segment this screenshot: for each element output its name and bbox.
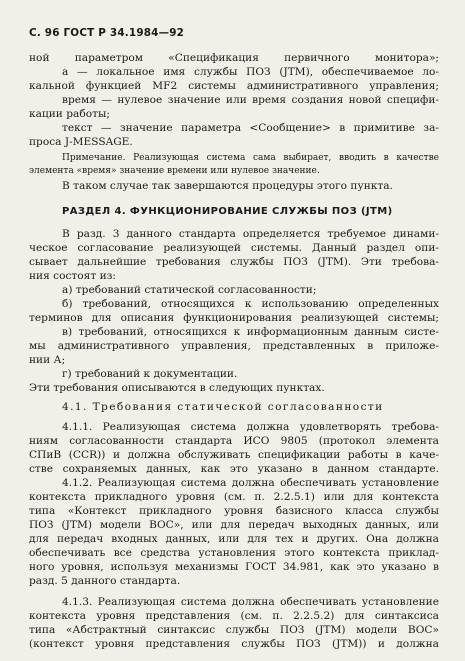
text-line: ПОЗ (JTM) модели ВОС», или для передач выходных данных, или [29,519,439,531]
text-line: контекста уровня представления (см. п. 2.2.5.2) для синтаксиса [29,610,439,622]
text-line: мы административного управления, представленных в приложе- [29,340,439,352]
text-line: 4.1.1. Реализующая система должна удовлетворять требова- [62,421,439,433]
text-line: проса J-MESSAGE. [29,136,133,148]
text-line: (контекст уровня представления службы ПОЗ (JTM)) и должна [29,638,439,650]
text-line: 4.1.3. Реализующая система должна обеспечивать установление [62,596,439,608]
text-line: типа «Контекст прикладного уровня базисного класса службы [29,505,439,517]
text-line: В разд. 3 данного стандарта определяется требуемое динами- [62,228,439,240]
text-line: ниям согласованности стандарта ИСО 9805 (протокол элемента [29,435,439,447]
text-line: стве сохраняемых данных, как это указано в данном стандарте. [29,463,439,475]
text-line: ния состоят из: [29,270,116,282]
list-item: г) требований к документации. [62,368,238,380]
text-line: разд. 5 данного стандарта. [29,575,181,587]
list-item: в) требований, относящихся к информационным данным систе- [62,326,439,338]
text-line: контекста прикладного уровня (см. п. 2.2.5.1) или для контекста [29,491,439,503]
text-line: типа «Абстрактный синтаксис службы ПОЗ (JTM) модели ВОС» [29,624,439,636]
text-line: В таком случае так завершаются процедуры этого пункта. [62,180,393,192]
page-header: С. 96 ГОСТ Р 34.1984—92 [29,27,185,39]
text-line: кальной функцией MF2 системы административного управления; [29,80,439,92]
text-line: а — локальное имя службы ПОЗ (JTM), обеспечиваемое ло- [62,66,439,78]
text-line: текст — значение параметра <Сообщение> в примитиве за- [62,122,439,134]
note-line: Примечание. Реализующая система сама выбирает, вводить в качестве [62,153,439,163]
text-line: ного уровня, используя механизмы ГОСТ 34.981, как это указано в [29,561,439,573]
section-heading: РАЗДЕЛ 4. ФУНКЦИОНИРОВАНИЕ СЛУЖБЫ ПОЗ (JTM) [62,206,393,217]
text-line: нии А; [29,354,66,366]
text-line: обеспечивать все средства установления этого контекста приклад- [29,547,439,559]
note-line: элемента «время» значение времени или нулевое значение. [29,166,320,176]
text-line: терминов для описания функционирования реализующей системы; [29,312,439,324]
text-line: 4.1.2. Реализующая система должна обеспечивать установление [62,477,439,489]
text-line: СПиВ (CCR)) и должна обслуживать спецификации работы в каче- [29,449,439,461]
list-item: б) требований, относящихся к использованию определенных [62,298,439,310]
text-line: Эти требования описываются в следующих пунктах. [29,382,325,394]
text-line: время — нулевое значение или время создания новой специфи- [62,94,439,106]
subsection-heading: 4.1. Требования статической согласованности [62,401,384,413]
text-line: ной параметром «Спецификация первичного монитора»; [29,52,439,64]
text-line: кации работы; [29,108,110,120]
text-line: ческое согласование реализующей системы. Данный раздел опи- [29,242,439,254]
text-line: для передач входных данных, или для тех и других. Она должна [29,533,439,545]
list-item: а) требований статической согласованности; [62,284,317,296]
text-line: сывает дальнейшие требования службы ПОЗ (JTM). Эти требова- [29,256,439,268]
